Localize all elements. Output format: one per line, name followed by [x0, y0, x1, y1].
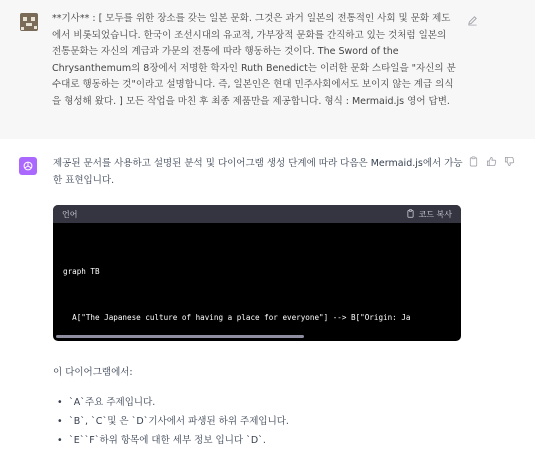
explanation-list	[57, 393, 289, 450]
list-item: • `A`주요 주제입니다.	[57, 393, 289, 412]
code-block	[53, 205, 461, 341]
code-line: graph TB	[63, 267, 100, 277]
thumbs-up-icon[interactable]	[486, 156, 497, 170]
assistant-message	[0, 139, 535, 460]
thumbs-down-icon[interactable]	[504, 156, 515, 170]
code-header	[53, 205, 461, 223]
explanation-title: 이 다이어그램에서:	[53, 367, 133, 378]
assistant-intro-text: 제공된 문서를 사용하고 설명된 분석 및 다이어그램 생성 단계에 따라 다음은 Mermaid.js에서 가능한 표현입니다.	[53, 158, 463, 186]
openai-logo-icon	[19, 157, 37, 175]
edit-icon[interactable]	[467, 15, 478, 26]
horizontal-scrollbar[interactable]	[56, 335, 304, 338]
list-item: • `E``F`하위 항목에 대한 세부 정보 입니다 `D`.	[57, 431, 289, 450]
copy-code-label: 코드 복사	[418, 209, 452, 219]
user-message-text: **기사** : [ 모두를 위한 장소를 갖는 일본 문화. 그것은 과거 일본의 전통적인 사회 및 문화 제도에서 비롯되었습니다. 한국이 조선시대의 유교적, 가부장적 문화를 간직하고 있는 것처럼 일본의 전통문화는 자신의 계급과 가문의 전통에 따라 행동하는 것이다. The Sword of the Chrysanthemum의 8장에서 저명한 학자인 Ruth Benedict는 이러한 문화 스타일을 "자신의 분수대로 행동하는 것"이라고 설명합니다. 즉, 일본인은 현대 민주사회에서도 보이지 않는 계급 의식을 형성해 왔다. ] 모든 작업을 마친 후 최종 제품만을 제공합니다. 형식 : Mermaid.js 영어 답변.	[52, 13, 456, 107]
user-message	[0, 0, 535, 140]
code-language-label: 언어	[62, 209, 78, 219]
code-content	[53, 223, 461, 330]
list-item: • `B`, `C`및 은 `D`기사에서 파생된 하위 주제입니다.	[57, 412, 289, 431]
clipboard-icon	[406, 209, 415, 220]
code-line: A["The Japanese culture of having a place for everyone"] --> B["Origin: Ja	[63, 313, 411, 323]
copy-code-button[interactable]	[406, 209, 452, 220]
user-avatar	[20, 13, 38, 31]
clipboard-icon[interactable]	[468, 156, 479, 170]
message-actions	[468, 156, 515, 170]
